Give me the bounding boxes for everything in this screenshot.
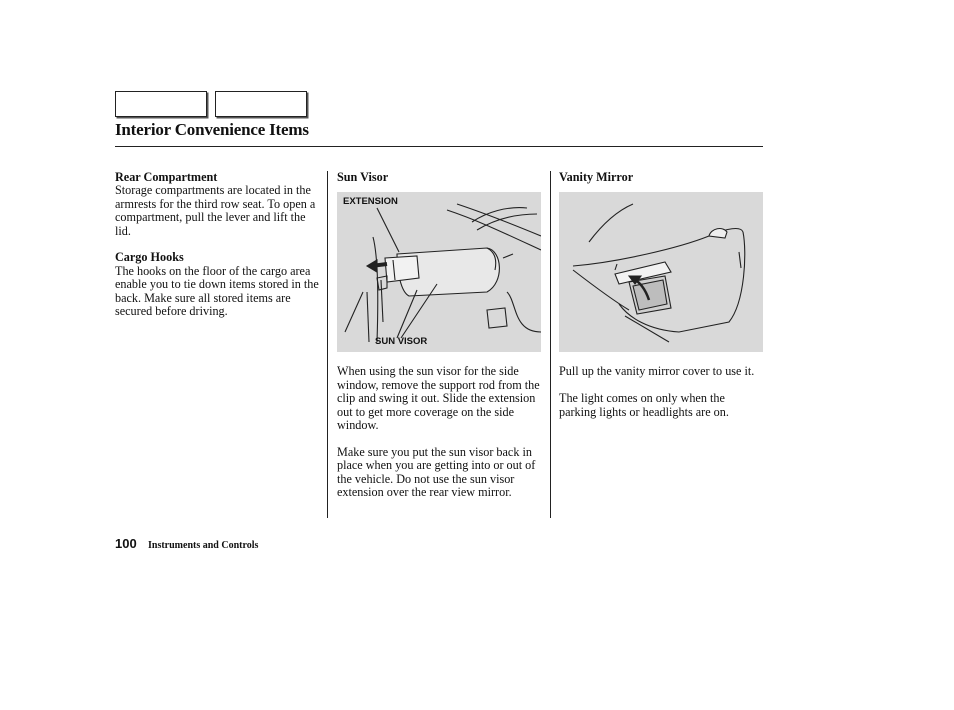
vanity-mirror-text-2: The light comes on only when the parking lights or headlights are on. xyxy=(559,391,729,419)
sun-visor-label: SUN VISOR xyxy=(375,336,428,347)
column-divider-2 xyxy=(550,171,551,518)
sun-visor-text-2: Make sure you put the sun visor back in place when you are getting into or out of the vehicle. Do not use the sun visor extension over the rear view mirror. xyxy=(337,444,536,500)
cargo-hooks-text: The hooks on the floor of the cargo area enable you to tie down items stored in the back. Make sure all stored items are secured before driving. xyxy=(115,263,319,319)
header-tab-box-1 xyxy=(115,91,207,117)
section-name: Instruments and Controls xyxy=(148,540,259,551)
cargo-hooks-heading: Cargo Hooks xyxy=(115,250,184,265)
title-rule xyxy=(115,146,763,147)
sun-visor-text-1: When using the sun visor for the side window, remove the support rod from the clip and swing it out. Slide the extension out to get more coverage on the side window. xyxy=(337,364,540,433)
column-divider-1 xyxy=(327,171,328,518)
vanity-mirror-heading: Vanity Mirror xyxy=(559,170,634,184)
page-title: Interior Convenience Items xyxy=(115,120,309,139)
vanity-mirror-illustration xyxy=(559,192,763,352)
page-number: 100 xyxy=(115,536,137,551)
rear-compartment-heading: Rear Compartment xyxy=(115,170,218,184)
rear-compartment-text: Storage compartments are located in the armrests for the third row seat. To open a compartment, pull the lever and lift the lid. xyxy=(115,183,316,238)
sun-visor-heading: Sun Visor xyxy=(337,170,389,184)
vanity-mirror-text-1: Pull up the vanity mirror cover to use it. xyxy=(559,364,755,379)
extension-label: EXTENSION xyxy=(343,196,398,207)
header-tab-box-2 xyxy=(215,91,307,117)
column-left xyxy=(115,171,321,318)
sun-visor-illustration xyxy=(337,192,541,352)
